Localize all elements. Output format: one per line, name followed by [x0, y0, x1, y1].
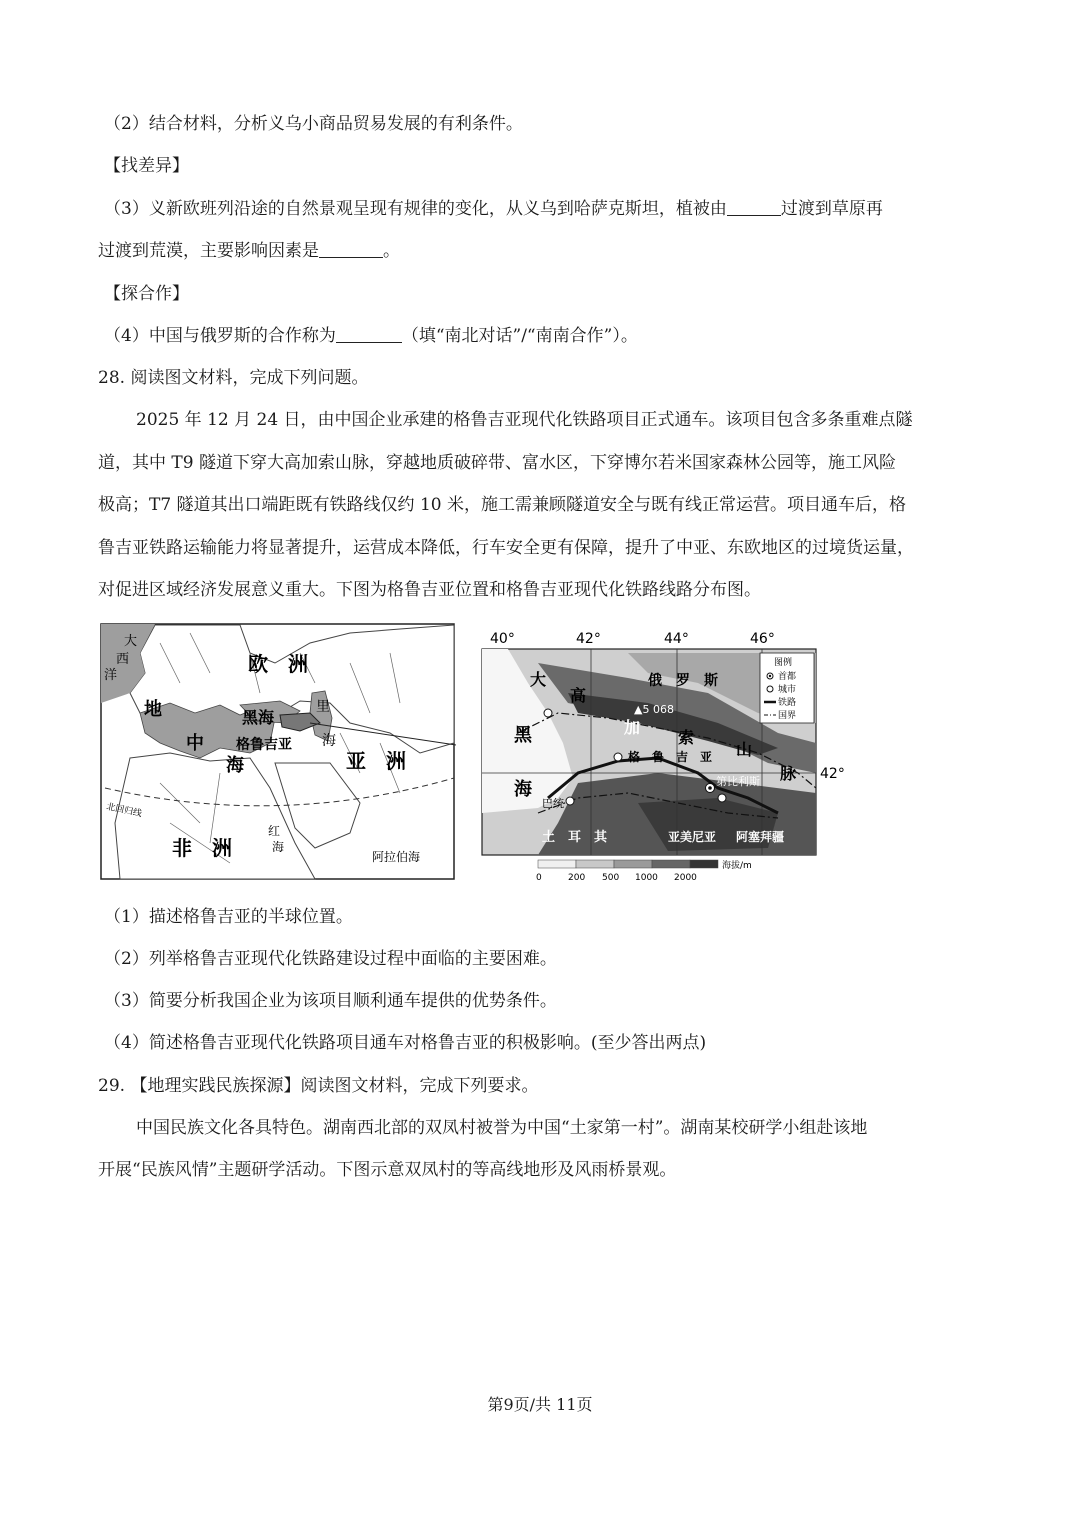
label-tbilisi: 第比利斯 — [716, 775, 760, 788]
q28-paragraph-line3: 极高；T7 隧道其出口端距既有铁路线仅约 10 米，施工需兼顾隧道安全与既有线正常运营。项目通车后，格 — [98, 495, 906, 515]
label-greater-3: 加 — [624, 718, 641, 737]
scale-unit: 海拔/m — [722, 861, 752, 871]
legend-city-icon — [767, 686, 773, 692]
label-asia: 亚 洲 — [346, 749, 406, 773]
legend-title: 图例 — [774, 658, 793, 668]
label-greater-4: 索 — [678, 728, 695, 747]
q27-part4 — [104, 324, 638, 348]
label-med-3: 海 — [226, 755, 244, 776]
label-black-sea-2: 海 — [514, 779, 532, 800]
scale-tick-200: 200 — [568, 873, 586, 883]
legend-border: 国界 — [778, 711, 797, 721]
q27-part4-text-b: （填“南北对话”/“南南合作”）。 — [401, 326, 638, 346]
q27-part2: （2）结合材料，分析义乌小商品贸易发展的有利条件。 — [104, 114, 523, 134]
q28-title: 28. 阅读图文材料，完成下列问题。 — [98, 368, 369, 388]
answer-blank-factor[interactable] — [319, 239, 383, 258]
lon-label-46: 46° — [750, 631, 775, 647]
q27-part4-text-a: （4）中国与俄罗斯的合作称为 — [104, 326, 336, 346]
q28-paragraph-line1: 2025 年 12 月 24 日，由中国企业承建的格鲁吉亚现代化铁路项目正式通车。该项目包含多条重难点隧 — [136, 410, 913, 430]
label-caspian-2: 海 — [322, 733, 336, 749]
label-black-sea-1: 黑 — [514, 725, 532, 746]
legend-capital: 首都 — [778, 672, 797, 682]
q29-title: 29. 【地理实践民族探源】阅读图文材料，完成下列要求。 — [98, 1076, 539, 1096]
lat-label-42: 42° — [820, 766, 845, 782]
label-caspian-1: 里 — [316, 699, 330, 715]
lon-label-40: 40° — [490, 631, 515, 647]
q29-paragraph-line1: 中国民族文化各具特色。湖南西北部的双凤村被誉为中国“土家第一村”。湖南某校研学小组赴该地 — [136, 1118, 868, 1138]
q27-part3-line2 — [98, 239, 400, 263]
label-med-1: 地 — [144, 699, 162, 720]
section-explore-cooperation: 【探合作】 — [104, 284, 189, 304]
georgia-location-map — [100, 623, 456, 881]
legend-city: 城市 — [778, 685, 797, 695]
page-footer: 第9页/共 11页 — [487, 1395, 593, 1414]
q27-part3-text-d: 。 — [383, 241, 400, 261]
label-peak: ▲5 068 — [634, 703, 674, 716]
q27-part3-line1 — [104, 197, 883, 221]
label-russia: 俄 罗 斯 — [648, 673, 718, 689]
label-atlantic-2: 西 — [116, 652, 130, 667]
label-med-2: 中 — [186, 733, 204, 754]
georgia-railway-map — [478, 623, 845, 885]
q28-paragraph-line4: 鲁吉亚铁路运输能力将显著提升，运营成本降低，行车安全更有保障，提升了中亚、东欧地区的过境货运量， — [98, 538, 914, 558]
label-arabian-sea: 阿拉伯海 — [372, 850, 421, 864]
label-batumi: 巴统 — [542, 797, 564, 810]
q28-part4: （4）简述格鲁吉亚现代化铁路项目通车对格鲁吉亚的积极影响。(至少答出两点) — [104, 1033, 707, 1053]
label-greater-5: 山 — [736, 740, 753, 759]
scale-tick-2000: 2000 — [674, 873, 697, 883]
q28-paragraph-line5: 对促进区域经济发展意义重大。下图为格鲁吉亚位置和格鲁吉亚现代化铁路线路分布图。 — [98, 580, 761, 600]
q27-part3-text-b: 过渡到草原再 — [780, 199, 883, 219]
section-find-differences: 【找差异】 — [104, 156, 189, 176]
label-georgia: 格鲁吉亚 — [236, 737, 292, 753]
label-red-sea-2: 海 — [272, 840, 285, 854]
label-armenia: 亚美尼亚 — [668, 830, 717, 844]
lon-label-42: 42° — [576, 631, 601, 647]
label-georgia-right: 格 鲁 吉 亚 — [628, 750, 713, 764]
label-turkey: 土 耳 其 — [542, 830, 608, 845]
legend-rail: 铁路 — [778, 698, 797, 708]
label-tropic: 北回归线 — [105, 802, 143, 820]
label-africa: 非 洲 — [172, 836, 232, 860]
label-europe: 欧 洲 — [248, 652, 308, 676]
q28-paragraph-line2: 道，其中 T9 隧道下穿大高加索山脉，穿越地质破碎带、富水区，下穿博尔若米国家森林公园等，施工风险 — [98, 453, 896, 473]
label-azerbaijan: 阿塞拜疆 — [736, 830, 785, 844]
scale-tick-500: 500 — [602, 873, 620, 883]
label-greater-6: 脉 — [780, 764, 797, 783]
q27-part3-text-c: 过渡到荒漠，主要影响因素是 — [98, 241, 319, 261]
label-atlantic-1: 大 — [124, 634, 138, 649]
lon-label-44: 44° — [664, 631, 689, 647]
scale-tick-0: 0 — [536, 873, 542, 883]
scale-tick-1000: 1000 — [635, 873, 658, 883]
q29-paragraph-line2: 开展“民族风情”主题研学活动。下图示意双凤村的等高线地形及风雨桥景观。 — [98, 1160, 677, 1180]
label-atlantic-3: 洋 — [104, 668, 118, 683]
q28-part3: （3）简要分析我国企业为该项目顺利通车提供的优势条件。 — [104, 991, 557, 1011]
answer-blank-cooperation[interactable] — [336, 324, 402, 343]
q27-part3-text-a: （3）义新欧班列沿途的自然景观呈现有规律的变化，从义乌到哈萨克斯坦，植被由 — [104, 199, 727, 219]
label-red-sea-1: 红 — [268, 824, 281, 838]
q28-part1: （1）描述格鲁吉亚的半球位置。 — [104, 907, 353, 927]
q28-part2: （2）列举格鲁吉亚现代化铁路建设过程中面临的主要困难。 — [104, 949, 557, 969]
answer-blank-vegetation[interactable] — [727, 197, 781, 216]
label-black-sea: 黑海 — [242, 708, 275, 727]
label-greater-1: 大 — [530, 670, 547, 689]
label-greater-2: 高 — [570, 686, 587, 705]
